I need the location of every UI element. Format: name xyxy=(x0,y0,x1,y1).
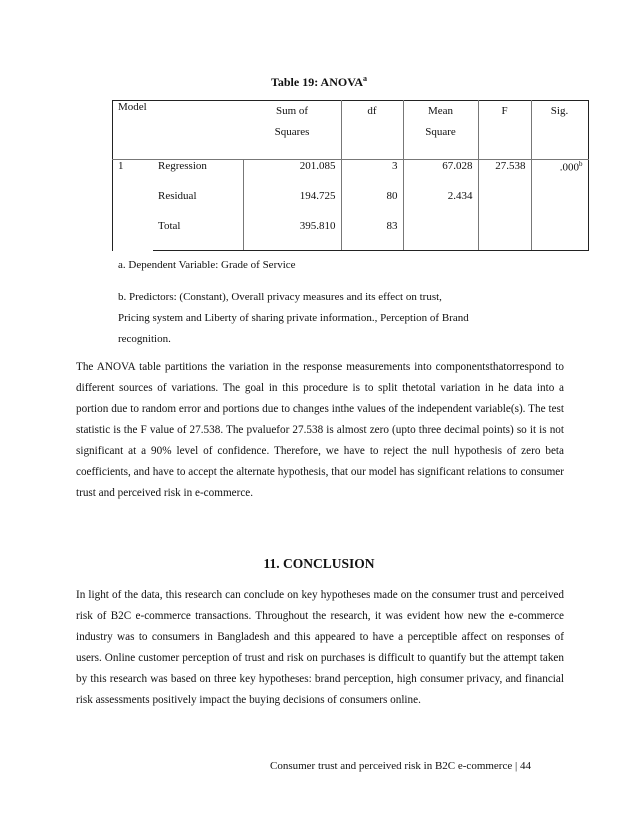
table-row xyxy=(113,190,589,220)
header-f: F xyxy=(478,101,531,160)
header-model: Model xyxy=(113,101,244,160)
anova-table xyxy=(112,100,589,251)
anova-paragraph: The ANOVA table partitions the variation in the response measurements into componentsthatorrespond to different sources of variations. The goal in this procedure is to split thetotal variation in he data into a portion due to random error and portions due to changes inthe values of the independent variable(s). The test statistic is the F value of 27.538. The pvaluefor 27.538 is almost zero (upto three decimal points) so it is not significant at a 90% level of confidence. Therefore, we have to reject the null hypothesis of zero beta coefficients, and have to accept the alternate hypothesis, that our model has significant relations to consumer trust and perceived risk in e-commerce. xyxy=(76,361,564,499)
table-caption: Table 19: ANOVA$^a$ xyxy=(270,74,368,89)
table-row xyxy=(113,160,589,191)
cell-ms: 67.028 xyxy=(403,160,478,191)
note-predictors-line3: recognition. xyxy=(118,333,171,345)
note-predictors-line2: Pricing system and Liberty of sharing private information., Perception of Brand xyxy=(118,312,469,324)
header-sig: Sig. xyxy=(531,101,588,160)
cell-df: 80 xyxy=(341,190,403,220)
cell-ss: 194.725 xyxy=(244,190,342,220)
conclusion-paragraph: In light of the data, this research can conclude on key hypotheses made on the consumer trust and perceived risk of B2C e-commerce transactions. Throughout the research, it was evident how new the e-commerce industry was to consumers in Bangladesh and this appeared to have a perceptible affect on responses of users. Online customer perception of trust and risk on purchases is difficult to quantify but the attempt taken by this research was based on three key hypotheses: brand perception, high consumer privacy, and financial risk assessments positively impact the buying decisions of consumers online. xyxy=(76,589,564,706)
table-notes xyxy=(118,255,538,350)
cell-sig xyxy=(531,220,588,251)
header-mean-square: Mean Square xyxy=(403,101,478,160)
section-heading: 11. CONCLUSION xyxy=(263,556,375,571)
cell-f: 27.538 xyxy=(478,160,531,191)
model-number: 1 xyxy=(113,160,154,251)
cell-sig: .000$^b$ xyxy=(531,160,588,191)
cell-ms: 2.434 xyxy=(403,190,478,220)
cell-ss: 201.085 xyxy=(244,160,342,191)
header-df: df xyxy=(341,101,403,160)
page-footer: Consumer trust and perceived risk in B2C e-commerce | 44 xyxy=(270,760,531,772)
cell-f xyxy=(478,190,531,220)
note-predictors-line1: b. Predictors: (Constant), Overall privacy measures and its effect on trust, xyxy=(118,291,442,303)
row-label: Regression xyxy=(153,160,244,191)
row-label: Residual xyxy=(153,190,244,220)
table-caption-superscript: a xyxy=(363,74,368,83)
cell-df: 83 xyxy=(341,220,403,251)
header-sum-of-squares: Sum of Squares xyxy=(244,101,342,160)
row-label: Total xyxy=(153,220,244,251)
cell-df: 3 xyxy=(341,160,403,191)
note-dependent-variable: a. Dependent Variable: Grade of Service xyxy=(118,259,296,271)
table-row xyxy=(113,220,589,251)
cell-ss: 395.810 xyxy=(244,220,342,251)
cell-f xyxy=(478,220,531,251)
sig-superscript: b xyxy=(579,160,583,168)
table-header-row xyxy=(113,101,589,160)
cell-ms xyxy=(403,220,478,251)
cell-sig xyxy=(531,190,588,220)
